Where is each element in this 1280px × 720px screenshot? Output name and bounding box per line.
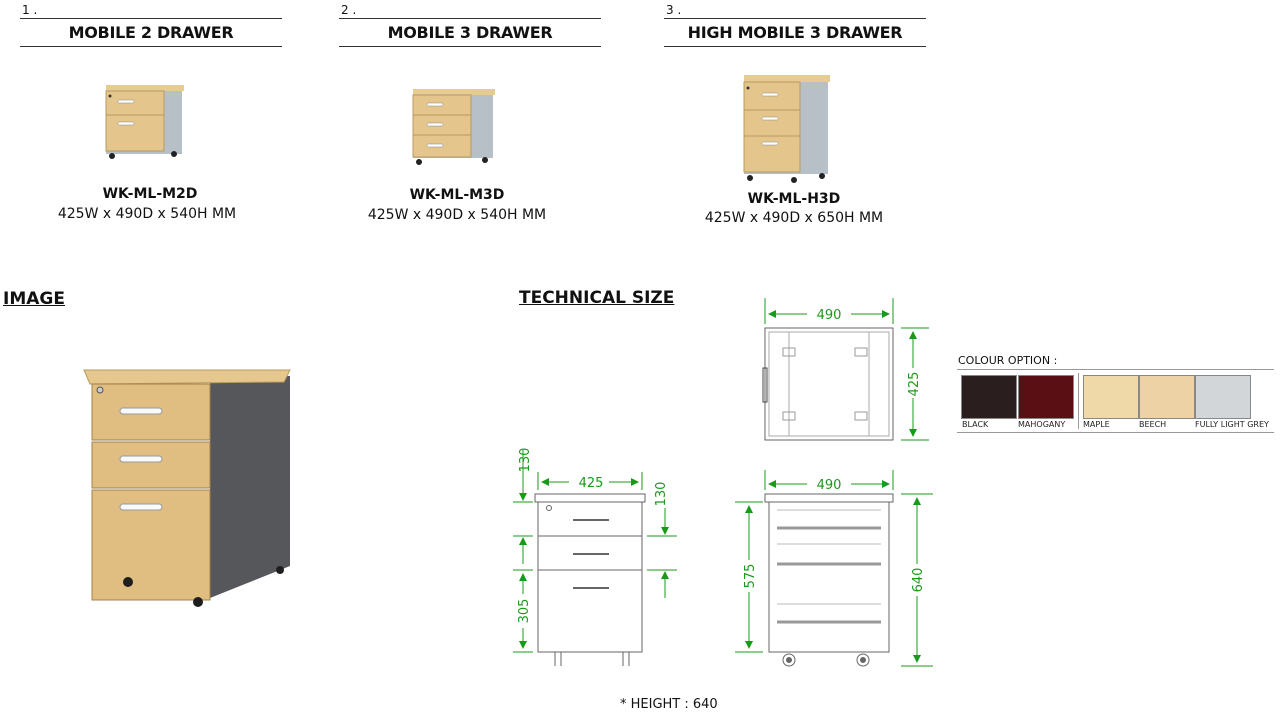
top-width-label: 490 — [816, 308, 842, 323]
height-note: * HEIGHT : 640 — [620, 697, 718, 712]
main-cabinet-image — [80, 366, 295, 612]
technical-drawing — [505, 294, 945, 684]
swatch-label-black: BLACK — [962, 420, 989, 429]
side-width-label: 490 — [816, 478, 842, 493]
technical-section-label: TECHNICAL SIZE — [519, 288, 675, 308]
product-code: WK-ML-H3D — [747, 191, 841, 207]
front-width-label: 425 — [578, 476, 604, 491]
product-code: WK-ML-M3D — [409, 187, 505, 203]
top-view — [763, 328, 893, 440]
product-number: 1 . — [22, 3, 38, 17]
product-dimensions: 425W x 490D x 540H MM — [57, 206, 237, 222]
swatch-label-fully-light-grey: FULLY LIGHT GREY — [1195, 420, 1269, 429]
product-number: 2 . — [341, 3, 357, 17]
product-number: 3 . — [666, 3, 682, 17]
top-depth-label: 425 — [907, 371, 922, 397]
side-height-2-label: 640 — [911, 567, 926, 593]
product-3-image — [740, 72, 832, 184]
product-title: HIGH MOBILE 3 DRAWER — [664, 18, 926, 47]
side-view — [765, 494, 893, 666]
side-height-1-label: 575 — [743, 563, 758, 589]
swatch-divider — [1078, 373, 1079, 429]
front-view — [535, 494, 645, 666]
colour-option-title: COLOUR OPTION : — [958, 354, 1058, 367]
product-dimensions: 425W x 490D x 650H MM — [704, 210, 884, 226]
swatch-label-beech: BEECH — [1139, 420, 1167, 429]
swatch-mahogany — [1018, 375, 1074, 419]
swatch-beech — [1139, 375, 1195, 419]
swatch-label-mahogany: MAHOGANY — [1018, 420, 1066, 429]
product-code: WK-ML-M2D — [102, 186, 198, 202]
product-1-image — [100, 82, 190, 162]
front-height-2-label: 130 — [654, 481, 669, 507]
product-title: MOBILE 3 DRAWER — [339, 18, 601, 47]
swatch-fully-light-grey — [1195, 375, 1251, 419]
colour-swatches — [957, 369, 1274, 433]
product-2-image — [407, 86, 497, 168]
front-height-1-label: 130 — [518, 447, 533, 473]
product-dimensions: 425W x 490D x 540H MM — [367, 207, 547, 223]
product-title: MOBILE 2 DRAWER — [20, 18, 282, 47]
swatch-maple — [1083, 375, 1139, 419]
product-2 — [339, 2, 601, 47]
product-1 — [20, 2, 282, 47]
front-height-3-label: 305 — [517, 598, 532, 624]
product-3 — [664, 2, 926, 47]
image-section-label: IMAGE — [3, 289, 65, 309]
swatch-label-maple: MAPLE — [1083, 420, 1110, 429]
swatch-black — [961, 375, 1017, 419]
